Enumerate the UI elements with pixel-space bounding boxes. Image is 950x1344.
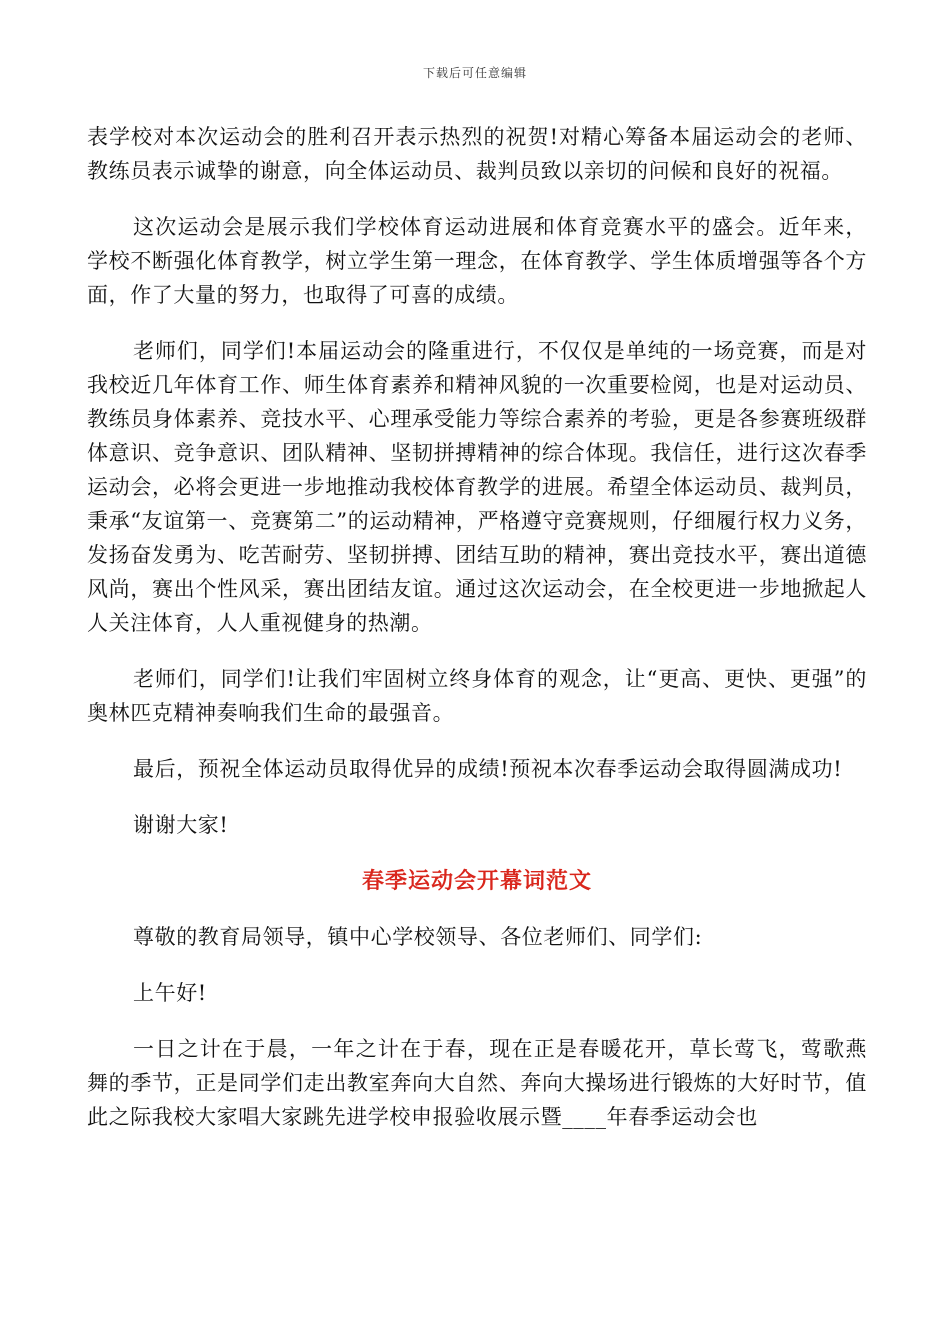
section-title: 春季运动会开幕词范文 [361, 868, 592, 894]
page-header: 下载后可任意编辑 [422, 66, 527, 80]
paragraph: 这次运动会是展示我们学校体育运动进展和体育竞赛水平的盛会。近年来，学校不断强化体育教学，树立学生第一理念，在体育教学、学生体质增强等各个方面，作了大量的努力，也取得了可喜的成绩。 [87, 215, 867, 307]
paragraph: 最后，预祝全体运动员取得优异的成绩!预祝本次春季运动会取得圆满成功! [133, 757, 843, 781]
paragraph: 老师们，同学们!本届运动会的隆重进行，不仅仅是单纯的一场竞赛，而是对我校近几年体育工作、师生体育素养和精神风貌的一次重要检阅，也是对运动员、教练员身体素养、竞技水平、心理承受能力等综合素养的考验，更是各参赛班级群体意识、竞争意识、团队精神、坚韧拼搏精神的综合体现。我信任，进行这次春季运动会，必将会更进一步地推动我校体育教学的进展。希望全体运动员、裁判员，秉承“友谊第一、竞赛第二”的运动精神，严格遵守竞赛规则，仔细履行权力义务，发扬奋发勇为、吃苦耐劳、坚韧拼搏、团结互助的精神，赛出竞技水平，赛出道德风尚，赛出个性风采，赛出团结友谊。通过这次运动会，在全校更进一步地掀起人人关注体育，人人重视健身的热潮。 [87, 339, 867, 635]
paragraph-continued: 表学校对本次运动会的胜利召开表示热烈的祝贺!对精心筹备本届运动会的老师、教练员表示诚挚的谢意，向全体运动员、裁判员致以亲切的问候和良好的祝福。 [87, 125, 867, 183]
paragraph: 老师们，同学们!让我们牢固树立终身体育的观念，让“更高、更快、更强”的奥林匹克精神奏响我们生命的最强音。 [87, 667, 867, 725]
document-body [87, 120, 867, 1156]
paragraph: 一日之计在于晨，一年之计在于春，现在正是春暖花开，草长莺飞，莺歌燕舞的季节，正是同学们走出教室奔向大自然、奔向大操场进行锻炼的大好时节，值此之际我校大家唱大家跳先进学校申报验收展示暨____年春季运动会也 [87, 1037, 867, 1129]
greeting: 上午好! [133, 981, 207, 1005]
paragraph: 谢谢大家! [133, 813, 229, 837]
salutation: 尊敬的教育局领导，镇中心学校领导、各位老师们、同学们: [133, 925, 703, 949]
